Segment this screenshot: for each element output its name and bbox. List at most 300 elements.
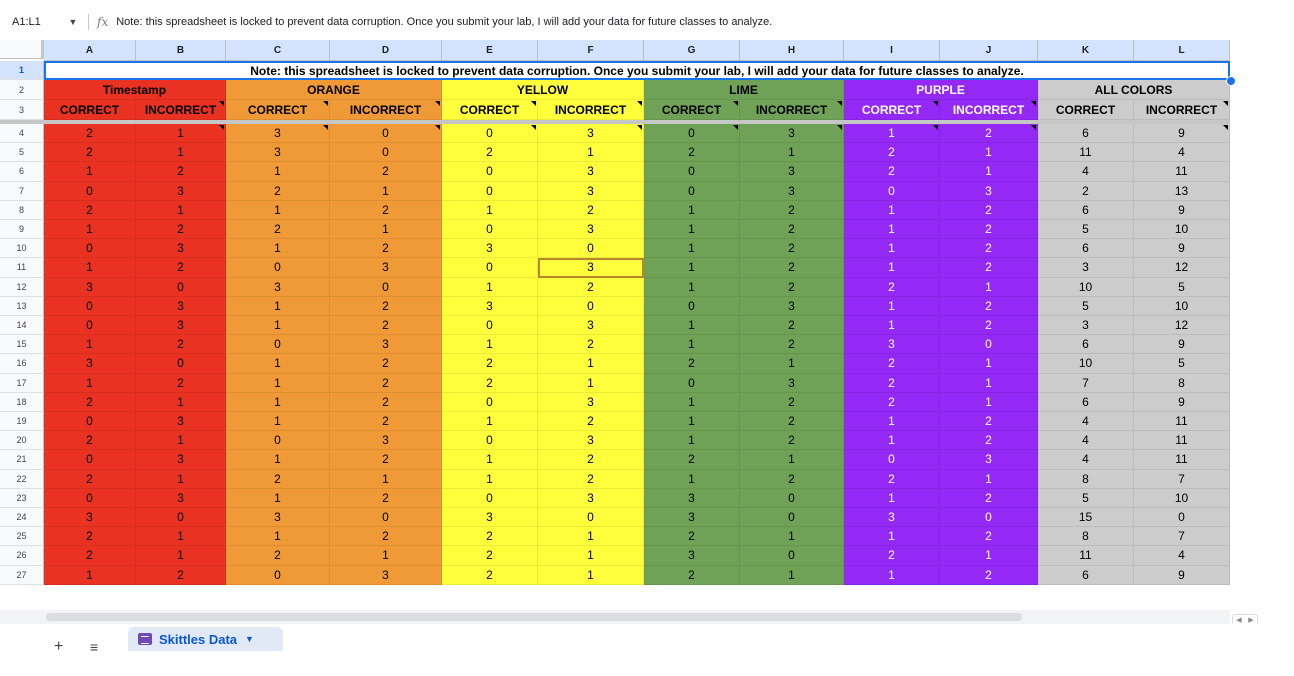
data-cell[interactable]: 3 [740, 297, 844, 316]
data-cell[interactable]: 2 [940, 527, 1038, 546]
data-cell[interactable]: 2 [740, 412, 844, 431]
data-cell[interactable]: 11 [1134, 431, 1230, 450]
select-all-corner[interactable] [0, 40, 44, 59]
locked-note-banner[interactable]: Note: this spreadsheet is locked to prevent data corruption. Once you submit your lab, I will add your data for future classes to analyze. [44, 61, 1230, 80]
data-cell[interactable]: 3 [538, 162, 644, 181]
data-cell[interactable]: 5 [1134, 354, 1230, 373]
data-cell[interactable]: 10 [1134, 489, 1230, 508]
data-cell[interactable]: 0 [44, 450, 136, 469]
data-cell[interactable]: 3 [644, 508, 740, 527]
data-cell[interactable] [330, 124, 442, 143]
row-header-7[interactable]: 7 [0, 182, 44, 201]
data-cell[interactable]: 0 [442, 489, 538, 508]
column-header-j[interactable]: J [940, 40, 1038, 61]
data-cell[interactable]: 0 [940, 335, 1038, 354]
data-cell[interactable]: 2 [44, 201, 136, 220]
data-cell[interactable]: 3 [644, 546, 740, 565]
data-cell[interactable]: 2 [330, 239, 442, 258]
data-cell[interactable]: 2 [44, 527, 136, 546]
data-cell[interactable]: 10 [1038, 278, 1134, 297]
data-cell[interactable]: 1 [740, 143, 844, 162]
data-cell[interactable]: 2 [740, 393, 844, 412]
data-cell[interactable]: 1 [136, 143, 226, 162]
horizontal-scrollbar[interactable] [0, 610, 1230, 624]
data-cell[interactable]: 2 [940, 489, 1038, 508]
data-cell[interactable]: 1 [538, 546, 644, 565]
data-cell[interactable]: 1 [330, 470, 442, 489]
data-cell[interactable]: 2 [940, 431, 1038, 450]
data-cell[interactable]: 2 [442, 566, 538, 585]
data-cell[interactable]: 11 [1134, 412, 1230, 431]
data-cell[interactable]: 4 [1134, 546, 1230, 565]
data-cell[interactable]: 1 [226, 527, 330, 546]
column-header-c[interactable]: C [226, 40, 330, 61]
data-cell[interactable]: 2 [538, 201, 644, 220]
data-cell[interactable]: 8 [1134, 374, 1230, 393]
data-cell[interactable]: 2 [330, 354, 442, 373]
data-cell[interactable]: 3 [226, 143, 330, 162]
group-header-purple[interactable]: PURPLE [844, 80, 1038, 100]
data-cell[interactable]: 0 [44, 412, 136, 431]
data-cell[interactable]: 3 [1038, 258, 1134, 277]
row-header-8[interactable]: 8 [0, 201, 44, 220]
data-cell[interactable]: 2 [740, 239, 844, 258]
row-header-27[interactable]: 27 [0, 566, 44, 585]
data-cell[interactable]: 1 [226, 316, 330, 335]
data-cell[interactable]: 0 [330, 143, 442, 162]
data-cell[interactable]: 0 [44, 182, 136, 201]
data-cell[interactable]: 1 [740, 566, 844, 585]
data-cell[interactable]: 1 [330, 182, 442, 201]
menu-icon[interactable]: ≡ [90, 639, 99, 655]
data-cell[interactable]: 2 [844, 162, 940, 181]
data-cell[interactable]: 0 [330, 278, 442, 297]
data-cell[interactable]: 3 [136, 182, 226, 201]
data-cell[interactable]: 3 [538, 258, 644, 277]
column-header-k[interactable]: K [1038, 40, 1134, 61]
data-cell[interactable]: 1 [442, 470, 538, 489]
data-cell[interactable]: 1 [44, 335, 136, 354]
data-cell[interactable]: 3 [330, 258, 442, 277]
data-cell[interactable]: 2 [136, 258, 226, 277]
data-cell[interactable]: 0 [136, 278, 226, 297]
data-cell[interactable]: 2 [940, 297, 1038, 316]
subheader-a[interactable] [44, 100, 136, 120]
data-cell[interactable]: 11 [1038, 546, 1134, 565]
data-cell[interactable]: 1 [442, 412, 538, 431]
data-cell[interactable]: 10 [1038, 354, 1134, 373]
data-cell[interactable]: 1 [940, 162, 1038, 181]
data-cell[interactable]: 1 [226, 489, 330, 508]
data-cell[interactable]: 1 [740, 354, 844, 373]
formula-input[interactable]: Note: this spreadsheet is locked to prevent data corruption. Once you submit your lab, I will add your data for future classes to analyze. [116, 16, 773, 28]
data-cell[interactable]: 1 [740, 450, 844, 469]
data-cell[interactable]: 2 [538, 278, 644, 297]
data-cell[interactable]: 1 [644, 470, 740, 489]
freeze-divider[interactable] [0, 120, 1230, 124]
data-cell[interactable]: 3 [226, 508, 330, 527]
data-cell[interactable]: 2 [644, 450, 740, 469]
data-cell[interactable]: 7 [1134, 527, 1230, 546]
data-cell[interactable]: 1 [226, 450, 330, 469]
column-header-d[interactable]: D [330, 40, 442, 61]
data-cell[interactable]: 1 [844, 220, 940, 239]
data-cell[interactable]: 2 [442, 527, 538, 546]
group-header-all-colors[interactable]: ALL COLORS [1038, 80, 1230, 100]
data-cell[interactable]: 1 [940, 546, 1038, 565]
data-cell[interactable]: 1 [136, 431, 226, 450]
data-cell[interactable]: 0 [442, 258, 538, 277]
data-cell[interactable]: 1 [226, 412, 330, 431]
data-cell[interactable]: 1 [644, 393, 740, 412]
data-cell[interactable]: 1 [844, 527, 940, 546]
data-cell[interactable] [226, 124, 330, 143]
group-header-timestamp[interactable]: Timestamp [44, 80, 226, 100]
data-cell[interactable]: 3 [740, 182, 844, 201]
data-cell[interactable]: 2 [330, 450, 442, 469]
data-cell[interactable]: 1 [844, 431, 940, 450]
data-cell[interactable]: 3 [740, 162, 844, 181]
data-cell[interactable]: 3 [644, 489, 740, 508]
data-cell[interactable]: 4 [1038, 450, 1134, 469]
data-cell[interactable]: 2 [940, 201, 1038, 220]
name-box[interactable]: A1:L1 [12, 16, 41, 28]
data-cell[interactable]: 6 [1038, 124, 1134, 143]
data-cell[interactable]: 1 [844, 297, 940, 316]
chevron-right-icon[interactable]: ▶ [1248, 617, 1254, 624]
data-cell[interactable]: 1 [644, 316, 740, 335]
data-cell[interactable]: 2 [136, 220, 226, 239]
data-cell[interactable]: 2 [44, 431, 136, 450]
data-cell[interactable]: 5 [1134, 278, 1230, 297]
data-cell[interactable]: 0 [226, 566, 330, 585]
data-cell[interactable]: 1 [136, 201, 226, 220]
data-cell[interactable]: 3 [330, 566, 442, 585]
row-header-1[interactable]: 1 [0, 61, 44, 80]
data-cell[interactable]: 2 [330, 297, 442, 316]
data-cell[interactable]: 2 [226, 470, 330, 489]
data-cell[interactable]: 2 [538, 450, 644, 469]
data-cell[interactable]: 2 [330, 201, 442, 220]
data-cell[interactable]: 8 [1038, 527, 1134, 546]
data-cell[interactable]: 3 [844, 508, 940, 527]
data-cell[interactable]: 8 [1038, 470, 1134, 489]
data-cell[interactable]: 2 [644, 354, 740, 373]
data-cell[interactable]: 2 [940, 258, 1038, 277]
data-cell[interactable]: 0 [44, 239, 136, 258]
data-cell[interactable]: 13 [1134, 182, 1230, 201]
data-cell[interactable]: 1 [844, 316, 940, 335]
data-cell[interactable]: 2 [740, 335, 844, 354]
subheader-i[interactable] [844, 100, 940, 120]
data-cell[interactable]: 1 [844, 566, 940, 585]
data-cell[interactable]: 12 [1134, 258, 1230, 277]
data-cell[interactable]: 1 [940, 143, 1038, 162]
data-cell[interactable]: 1 [844, 239, 940, 258]
data-cell[interactable]: 3 [136, 450, 226, 469]
data-cell[interactable]: 1 [644, 335, 740, 354]
data-cell[interactable]: 5 [1038, 220, 1134, 239]
data-cell[interactable]: 2 [844, 374, 940, 393]
data-cell[interactable]: 1 [740, 527, 844, 546]
data-cell[interactable]: 3 [136, 297, 226, 316]
data-cell[interactable]: 1 [538, 143, 644, 162]
data-cell[interactable]: 3 [538, 489, 644, 508]
data-cell[interactable]: 9 [1134, 335, 1230, 354]
row-header-10[interactable]: 10 [0, 239, 44, 258]
data-cell[interactable]: 3 [538, 316, 644, 335]
group-header-yellow[interactable]: YELLOW [442, 80, 644, 100]
data-cell[interactable]: 3 [538, 220, 644, 239]
group-header-lime[interactable]: LIME [644, 80, 844, 100]
column-header-e[interactable]: E [442, 40, 538, 61]
group-header-orange[interactable]: ORANGE [226, 80, 442, 100]
data-cell[interactable]: 1 [44, 162, 136, 181]
data-cell[interactable]: 2 [740, 278, 844, 297]
subheader-l[interactable] [1134, 100, 1230, 120]
data-cell[interactable]: 2 [844, 143, 940, 162]
data-cell[interactable]: 0 [442, 393, 538, 412]
data-cell[interactable]: 2 [538, 412, 644, 431]
data-cell[interactable]: 10 [1134, 297, 1230, 316]
data-cell[interactable]: 3 [940, 450, 1038, 469]
data-cell[interactable]: 2 [226, 182, 330, 201]
data-cell[interactable]: 0 [136, 508, 226, 527]
data-cell[interactable]: 1 [44, 374, 136, 393]
row-header-14[interactable]: 14 [0, 316, 44, 335]
scrollbar-thumb[interactable] [46, 613, 1022, 621]
data-cell[interactable]: 9 [1134, 393, 1230, 412]
data-cell[interactable]: 0 [442, 182, 538, 201]
data-cell[interactable]: 2 [940, 316, 1038, 335]
data-cell[interactable]: 4 [1134, 143, 1230, 162]
data-cell[interactable]: 3 [330, 431, 442, 450]
row-header-20[interactable]: 20 [0, 431, 44, 450]
data-cell[interactable]: 2 [538, 470, 644, 489]
data-cell[interactable]: 2 [644, 143, 740, 162]
data-cell[interactable]: 1 [538, 354, 644, 373]
data-cell[interactable]: 3 [44, 354, 136, 373]
data-cell[interactable] [940, 124, 1038, 143]
data-cell[interactable]: 3 [136, 239, 226, 258]
subheader-b[interactable] [136, 100, 226, 120]
data-cell[interactable]: 2 [136, 566, 226, 585]
subheader-h[interactable] [740, 100, 844, 120]
column-header-l[interactable]: L [1134, 40, 1230, 61]
data-cell[interactable]: 0 [740, 508, 844, 527]
row-header-9[interactable]: 9 [0, 220, 44, 239]
data-cell[interactable]: 1 [136, 546, 226, 565]
data-cell[interactable]: 1 [226, 374, 330, 393]
data-cell[interactable]: 2 [442, 143, 538, 162]
data-cell[interactable]: 2 [44, 393, 136, 412]
data-cell[interactable]: 3 [844, 335, 940, 354]
data-cell[interactable]: 0 [1134, 508, 1230, 527]
data-cell[interactable]: 0 [442, 162, 538, 181]
data-cell[interactable]: 0 [226, 431, 330, 450]
data-cell[interactable] [740, 124, 844, 143]
row-header-16[interactable]: 16 [0, 354, 44, 373]
data-cell[interactable]: 12 [1134, 316, 1230, 335]
data-cell[interactable]: 2 [330, 412, 442, 431]
data-cell[interactable]: 2 [940, 566, 1038, 585]
data-cell[interactable]: 1 [940, 354, 1038, 373]
data-cell[interactable]: 2 [740, 316, 844, 335]
data-cell[interactable]: 5 [1038, 297, 1134, 316]
data-cell[interactable]: 3 [940, 182, 1038, 201]
data-cell[interactable]: 3 [442, 297, 538, 316]
data-cell[interactable]: 1 [226, 201, 330, 220]
data-cell[interactable]: 1 [442, 201, 538, 220]
data-cell[interactable] [644, 124, 740, 143]
data-cell[interactable]: 11 [1134, 162, 1230, 181]
subheader-j[interactable] [940, 100, 1038, 120]
row-header-2[interactable]: 2 [0, 80, 44, 100]
data-cell[interactable]: 1 [226, 393, 330, 412]
data-cell[interactable]: 11 [1038, 143, 1134, 162]
subheader-c[interactable] [226, 100, 330, 120]
data-cell[interactable]: 3 [442, 239, 538, 258]
column-header-f[interactable]: F [538, 40, 644, 61]
data-cell[interactable]: 0 [644, 162, 740, 181]
data-cell[interactable]: 2 [844, 278, 940, 297]
data-cell[interactable]: 1 [644, 431, 740, 450]
data-cell[interactable]: 1 [226, 354, 330, 373]
column-header-a[interactable]: A [44, 40, 136, 61]
data-cell[interactable]: 1 [136, 527, 226, 546]
data-cell[interactable]: 2 [44, 143, 136, 162]
column-header-i[interactable]: I [844, 40, 940, 61]
data-cell[interactable] [136, 124, 226, 143]
data-cell[interactable]: 3 [136, 316, 226, 335]
data-cell[interactable]: 0 [538, 508, 644, 527]
data-cell[interactable]: 2 [940, 412, 1038, 431]
sheet-tab-skittles-data[interactable] [128, 627, 283, 651]
data-cell[interactable] [442, 124, 538, 143]
data-cell[interactable]: 3 [44, 278, 136, 297]
data-cell[interactable]: 6 [1038, 239, 1134, 258]
data-cell[interactable]: 6 [1038, 335, 1134, 354]
data-cell[interactable]: 3 [538, 182, 644, 201]
row-header-4[interactable]: 4 [0, 124, 44, 143]
data-cell[interactable]: 4 [1038, 431, 1134, 450]
data-cell[interactable]: 2 [330, 162, 442, 181]
data-cell[interactable]: 1 [644, 412, 740, 431]
data-cell[interactable]: 2 [740, 201, 844, 220]
data-cell[interactable]: 1 [226, 297, 330, 316]
data-cell[interactable]: 1 [442, 278, 538, 297]
row-header-23[interactable]: 23 [0, 489, 44, 508]
data-cell[interactable]: 9 [1134, 239, 1230, 258]
row-header-18[interactable]: 18 [0, 393, 44, 412]
subheader-d[interactable] [330, 100, 442, 120]
data-cell[interactable]: 1 [442, 335, 538, 354]
data-cell[interactable]: 2 [136, 335, 226, 354]
data-cell[interactable]: 0 [940, 508, 1038, 527]
data-cell[interactable]: 3 [44, 508, 136, 527]
data-cell[interactable]: 4 [1038, 162, 1134, 181]
data-cell[interactable]: 2 [740, 258, 844, 277]
data-cell[interactable]: 2 [844, 470, 940, 489]
data-cell[interactable]: 1 [644, 278, 740, 297]
row-header-26[interactable]: 26 [0, 546, 44, 565]
data-cell[interactable]: 0 [442, 220, 538, 239]
data-cell[interactable]: 7 [1134, 470, 1230, 489]
data-cell[interactable]: 2 [226, 220, 330, 239]
data-cell[interactable]: 1 [226, 239, 330, 258]
data-cell[interactable]: 0 [44, 316, 136, 335]
data-cell[interactable]: 3 [442, 508, 538, 527]
data-cell[interactable]: 1 [136, 393, 226, 412]
data-cell[interactable]: 2 [44, 546, 136, 565]
data-cell[interactable]: 2 [330, 527, 442, 546]
data-cell[interactable]: 3 [136, 489, 226, 508]
data-cell[interactable]: 0 [844, 450, 940, 469]
row-header-25[interactable]: 25 [0, 527, 44, 546]
data-cell[interactable]: 15 [1038, 508, 1134, 527]
row-header-15[interactable]: 15 [0, 335, 44, 354]
data-cell[interactable]: 3 [538, 431, 644, 450]
data-cell[interactable]: 1 [844, 258, 940, 277]
row-header-21[interactable]: 21 [0, 450, 44, 469]
column-header-h[interactable]: H [740, 40, 844, 61]
data-cell[interactable]: 1 [44, 566, 136, 585]
row-header-11[interactable]: 11 [0, 258, 44, 277]
column-header-b[interactable]: B [136, 40, 226, 61]
plus-icon[interactable]: + [54, 638, 64, 655]
data-cell[interactable]: 11 [1134, 450, 1230, 469]
data-cell[interactable]: 0 [442, 431, 538, 450]
data-cell[interactable]: 0 [740, 489, 844, 508]
data-cell[interactable]: 2 [330, 374, 442, 393]
data-cell[interactable]: 2 [442, 374, 538, 393]
data-cell[interactable]: 2 [844, 393, 940, 412]
data-cell[interactable]: 2 [442, 546, 538, 565]
data-cell[interactable] [844, 124, 940, 143]
data-cell[interactable]: 1 [44, 258, 136, 277]
data-cell[interactable]: 2 [136, 162, 226, 181]
data-cell[interactable]: 1 [538, 566, 644, 585]
subheader-g[interactable] [644, 100, 740, 120]
data-cell[interactable]: 0 [644, 182, 740, 201]
data-cell[interactable]: 0 [538, 239, 644, 258]
data-cell[interactable]: 6 [1038, 566, 1134, 585]
data-cell[interactable]: 2 [940, 239, 1038, 258]
data-cell[interactable]: 3 [330, 335, 442, 354]
data-cell[interactable]: 3 [740, 374, 844, 393]
data-cell[interactable]: 2 [740, 470, 844, 489]
data-cell[interactable]: 6 [1038, 393, 1134, 412]
data-cell[interactable]: 2 [644, 527, 740, 546]
data-cell[interactable]: 2 [330, 316, 442, 335]
row-header-13[interactable]: 13 [0, 297, 44, 316]
data-cell[interactable]: 0 [44, 297, 136, 316]
data-cell[interactable]: 2 [538, 335, 644, 354]
data-cell[interactable]: 2 [940, 220, 1038, 239]
data-cell[interactable]: 1 [644, 239, 740, 258]
data-cell[interactable]: 1 [136, 470, 226, 489]
data-cell[interactable]: 0 [644, 374, 740, 393]
data-cell[interactable]: 3 [538, 393, 644, 412]
data-cell[interactable]: 1 [940, 278, 1038, 297]
data-cell[interactable]: 0 [44, 489, 136, 508]
data-cell[interactable]: 2 [136, 374, 226, 393]
row-header-6[interactable]: 6 [0, 162, 44, 181]
data-cell[interactable]: 2 [644, 566, 740, 585]
data-cell[interactable]: 0 [844, 182, 940, 201]
data-cell[interactable]: 1 [44, 220, 136, 239]
selection-fill-handle[interactable] [1226, 76, 1236, 86]
